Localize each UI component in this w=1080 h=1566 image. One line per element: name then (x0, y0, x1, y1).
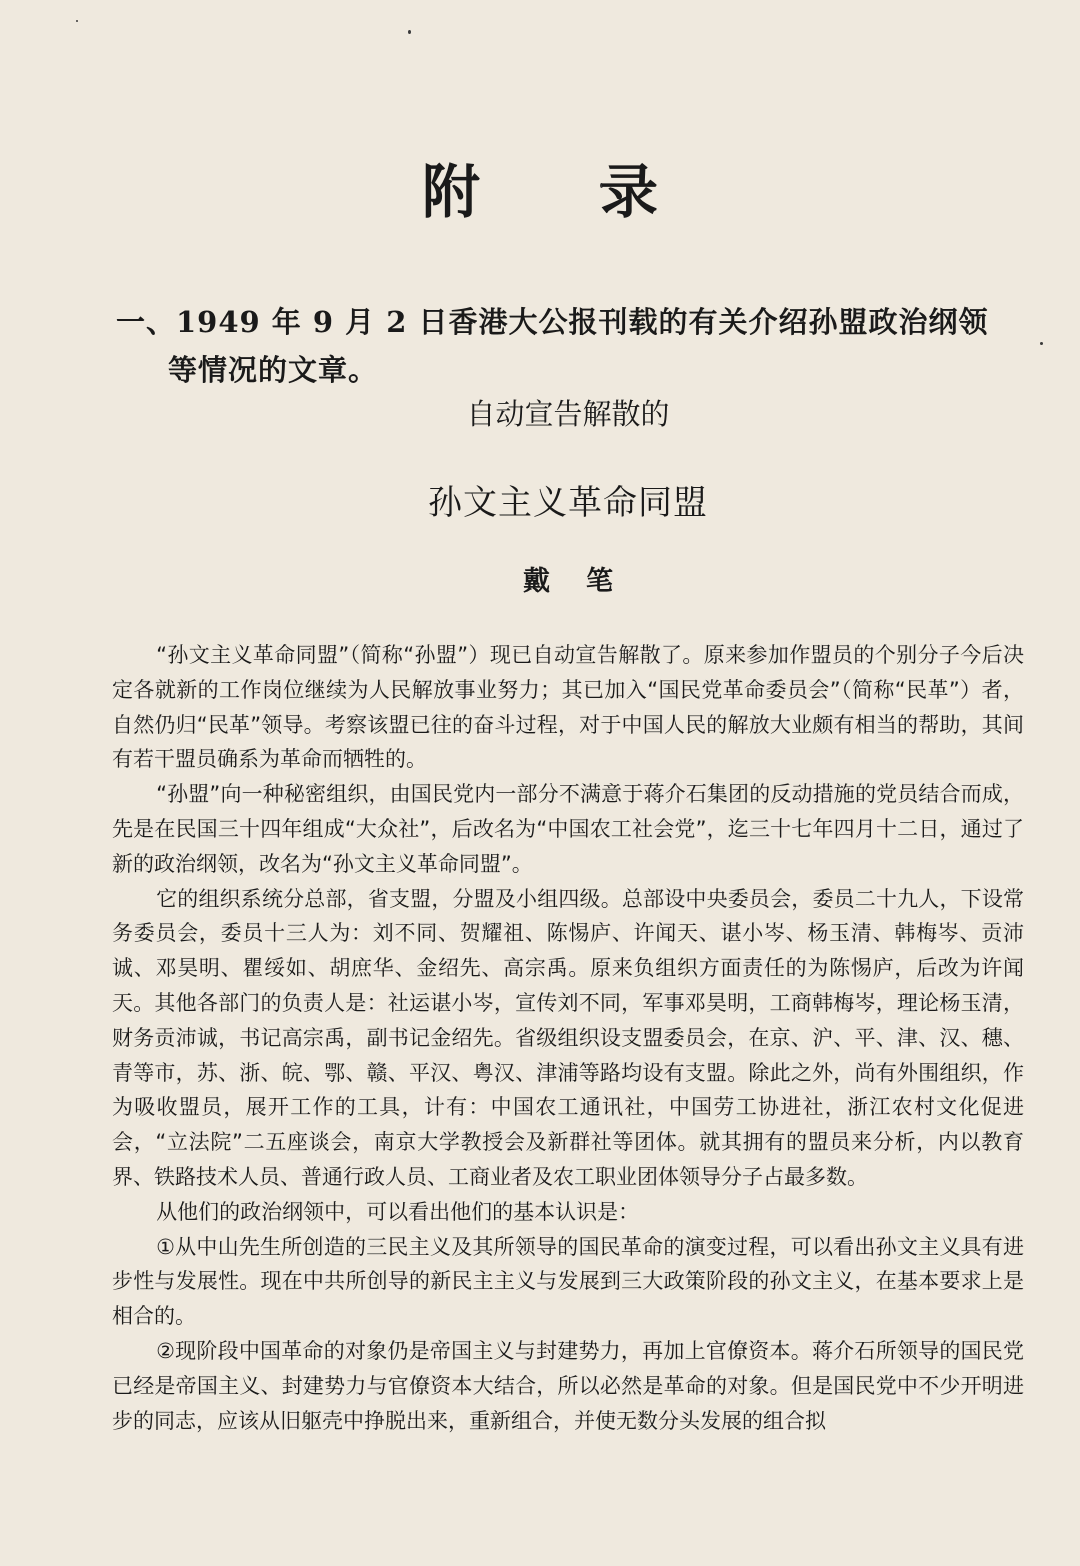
article-pretitle: 自动宣告解散的 (466, 397, 670, 431)
scan-speck (408, 30, 411, 34)
paragraph: “孙盟”向一种秘密组织，由国民党内一部分不满意于蒋介石集团的反动措施的党员结合而成，先是在民国三十四年组成“大众社”，后改名为“中国农工社会党”，迄三十七年四月十二日，通过了新的政治纲领，改名为“孙文主义革命同盟”。 (112, 782, 1024, 876)
appendix-title: 附录 (421, 158, 778, 226)
paragraph: 从他们的政治纲领中，可以看出他们的基本认识是： (156, 1199, 640, 1224)
paragraph: ②现阶段中国革命的对象仍是帝国主义与封建势力，再加上官僚资本。蒋介石所领导的国民党已经是帝国主义、封建势力与官僚资本大结合，所以必然是革命的对象。但是国民党中不少开明进步的同志，应该从旧躯壳中挣脱出来，重新组合，并使无数分头发展的组合拟 (112, 1338, 1024, 1433)
article-title: 孙文主义革命同盟 (428, 483, 708, 523)
section-heading (116, 298, 1036, 394)
article-body (112, 638, 1024, 1438)
article-author: 戴笔 (523, 566, 649, 597)
paragraph: “孙文主义革命同盟”（简称“孙盟”）现已自动宣告解散了。原来参加作盟员的个别分子今后决定各就新的工作岗位继续为人民解放事业努力；其已加入“国民党革命委员会”（简称“民革”）者，自然仍归“民革”领导。考察该盟已往的奋斗过程，对于中国人民的解放大业颇有相当的帮助，其间有若干盟员确系为革命而牺牲的。 (112, 643, 1024, 772)
scan-speck (1040, 342, 1043, 345)
paragraph: ①从中山先生所创造的三民主义及其所领导的国民革命的演变过程，可以看出孙文主义具有进步性与发展性。现在中共所创导的新民主主义与发展到三大政策阶段的孙文主义，在基本要求上是相合的。 (112, 1234, 1024, 1329)
scan-speck (76, 20, 78, 22)
section-heading-line2: 等情况的文章。 (168, 353, 379, 387)
paragraph: 它的组织系统分总部，省支盟，分盟及小组四级。总部设中央委员会，委员二十九人，下设常务委员会，委员十三人为：刘不同、贺耀祖、陈惕庐、许闻天、谌小岑、杨玉清、韩梅岑、贡沛诚、邓昊明、瞿绥如、胡庶华、金绍先、高宗禹。原来负组织方面责任的为陈惕庐，后改为许闻天。其他各部门的负责人是：社运谌小岑，宣传刘不同，军事邓昊明，工商韩梅岑，理论杨玉清，财务贡沛诚，书记高宗禹，副书记金绍先。省级组织设支盟委员会，在京、沪、平、津、汉、穗、青等市，苏、浙、皖、鄂、赣、平汉、粤汉、津浦等路均设有支盟。除此之外，尚有外围组织，作为吸收盟员，展开工作的工具，计有：中国农工通讯社，中国劳工协进社，浙江农村文化促进会，“立法院”二五座谈会，南京大学教授会及新群社等团体。就其拥有的盟员来分析，内以教育界、铁路技术人员、普通行政人员、工商业者及农工职业团体领导分子占最多数。 (112, 886, 1024, 1189)
section-heading-line1: 一、1949 年 9 月 2 日香港大公报刊载的有关介绍孙盟政治纲领 (116, 305, 989, 339)
